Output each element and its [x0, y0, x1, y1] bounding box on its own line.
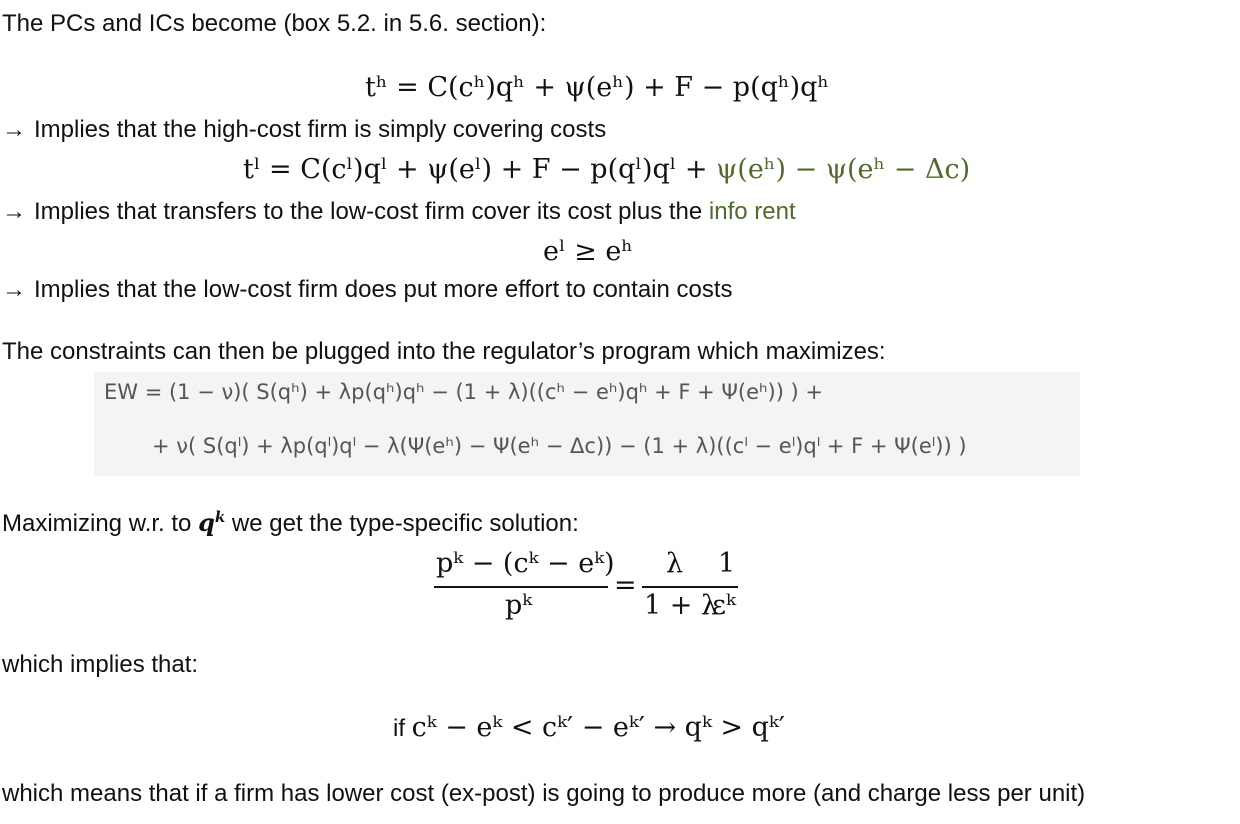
lerner-left-denominator: pᵏ — [505, 590, 533, 621]
maximizing-variable-base: q — [198, 508, 215, 537]
intro-text: The PCs and ICs become (box 5.2. in 5.6. section): — [2, 10, 547, 37]
maximizing-variable — [198, 508, 225, 537]
constraints-text: The constraints can then be plugged into the regulator’s program which maximizes: — [2, 338, 886, 365]
lerner-elasticity-fraction-bar — [712, 586, 738, 588]
equation-effort-comparison: eˡ ≥ eʰ — [543, 236, 633, 267]
implication-effort-text: Implies that the low-cost firm does put more effort to contain costs — [34, 276, 733, 303]
implies-text: which implies that: — [2, 651, 199, 678]
lerner-equation — [430, 546, 750, 626]
conclusion-text: which means that if a firm has lower cost (ex-post) is going to produce more (and charge less per unit) — [2, 780, 1086, 807]
maximizing-text — [2, 508, 579, 538]
cost-condition-if: if — [393, 715, 412, 742]
lerner-lambda-fraction-bar — [642, 586, 712, 588]
maximizing-pre: Maximizing w.r. to — [2, 510, 199, 537]
arrow-icon: → — [2, 198, 26, 225]
welfare-equation-box — [94, 372, 1080, 476]
lerner-lambda-numerator: λ — [666, 548, 684, 579]
implication-low-cost — [2, 198, 796, 226]
equation-info-rent-term: ψ(eʰ) − ψ(eʰ − Δc) — [716, 154, 971, 185]
cost-condition-expression: cᵏ − eᵏ < cᵏ′ − eᵏ′ → qᵏ > qᵏ′ — [411, 712, 785, 743]
implication-low-cost-text: Implies that transfers to the low-cost firm cover its cost plus the — [34, 198, 709, 225]
implication-high-cost — [2, 116, 606, 144]
arrow-icon: → — [2, 116, 26, 143]
lerner-equals: = — [614, 570, 637, 601]
arrow-icon: → — [2, 276, 26, 303]
implication-effort — [2, 276, 733, 304]
lerner-elasticity-numerator: 1 — [718, 548, 736, 579]
lerner-lambda-denominator: 1 + λ — [644, 590, 719, 621]
maximizing-post: we get the type-specific solution: — [225, 510, 579, 537]
welfare-equation-line-1: EW = (1 − ν)( S(qʰ) + λp(qʰ)qʰ − (1 + λ)((cʰ − eʰ)qʰ + F + Ψ(eʰ)) ) + — [104, 380, 824, 404]
equation-low-cost-transfer — [243, 154, 970, 185]
info-rent-label: info rent — [708, 198, 796, 225]
lerner-left-numerator: pᵏ − (cᵏ − eᵏ) — [436, 548, 615, 579]
lerner-elasticity-denominator: εᵏ — [712, 590, 736, 621]
implication-high-cost-text: Implies that the high-cost firm is simply covering costs — [34, 116, 607, 143]
cost-condition — [393, 712, 785, 743]
welfare-equation-line-2: + ν( S(qˡ) + λp(qˡ)qˡ − λ(Ψ(eʰ) − Ψ(eʰ − Δc)) − (1 + λ)((cˡ − eˡ)qˡ + F + Ψ(eˡ)) ) — [152, 434, 967, 458]
lerner-left-fraction-bar — [434, 586, 608, 588]
maximizing-variable-sup: k — [214, 508, 226, 526]
equation-low-cost-main: tˡ = C(cˡ)qˡ + ψ(eˡ) + F − p(qˡ)qˡ + — [243, 154, 708, 185]
equation-high-cost-transfer: tʰ = C(cʰ)qʰ + ψ(eʰ) + F − p(qʰ)qʰ — [365, 72, 830, 103]
